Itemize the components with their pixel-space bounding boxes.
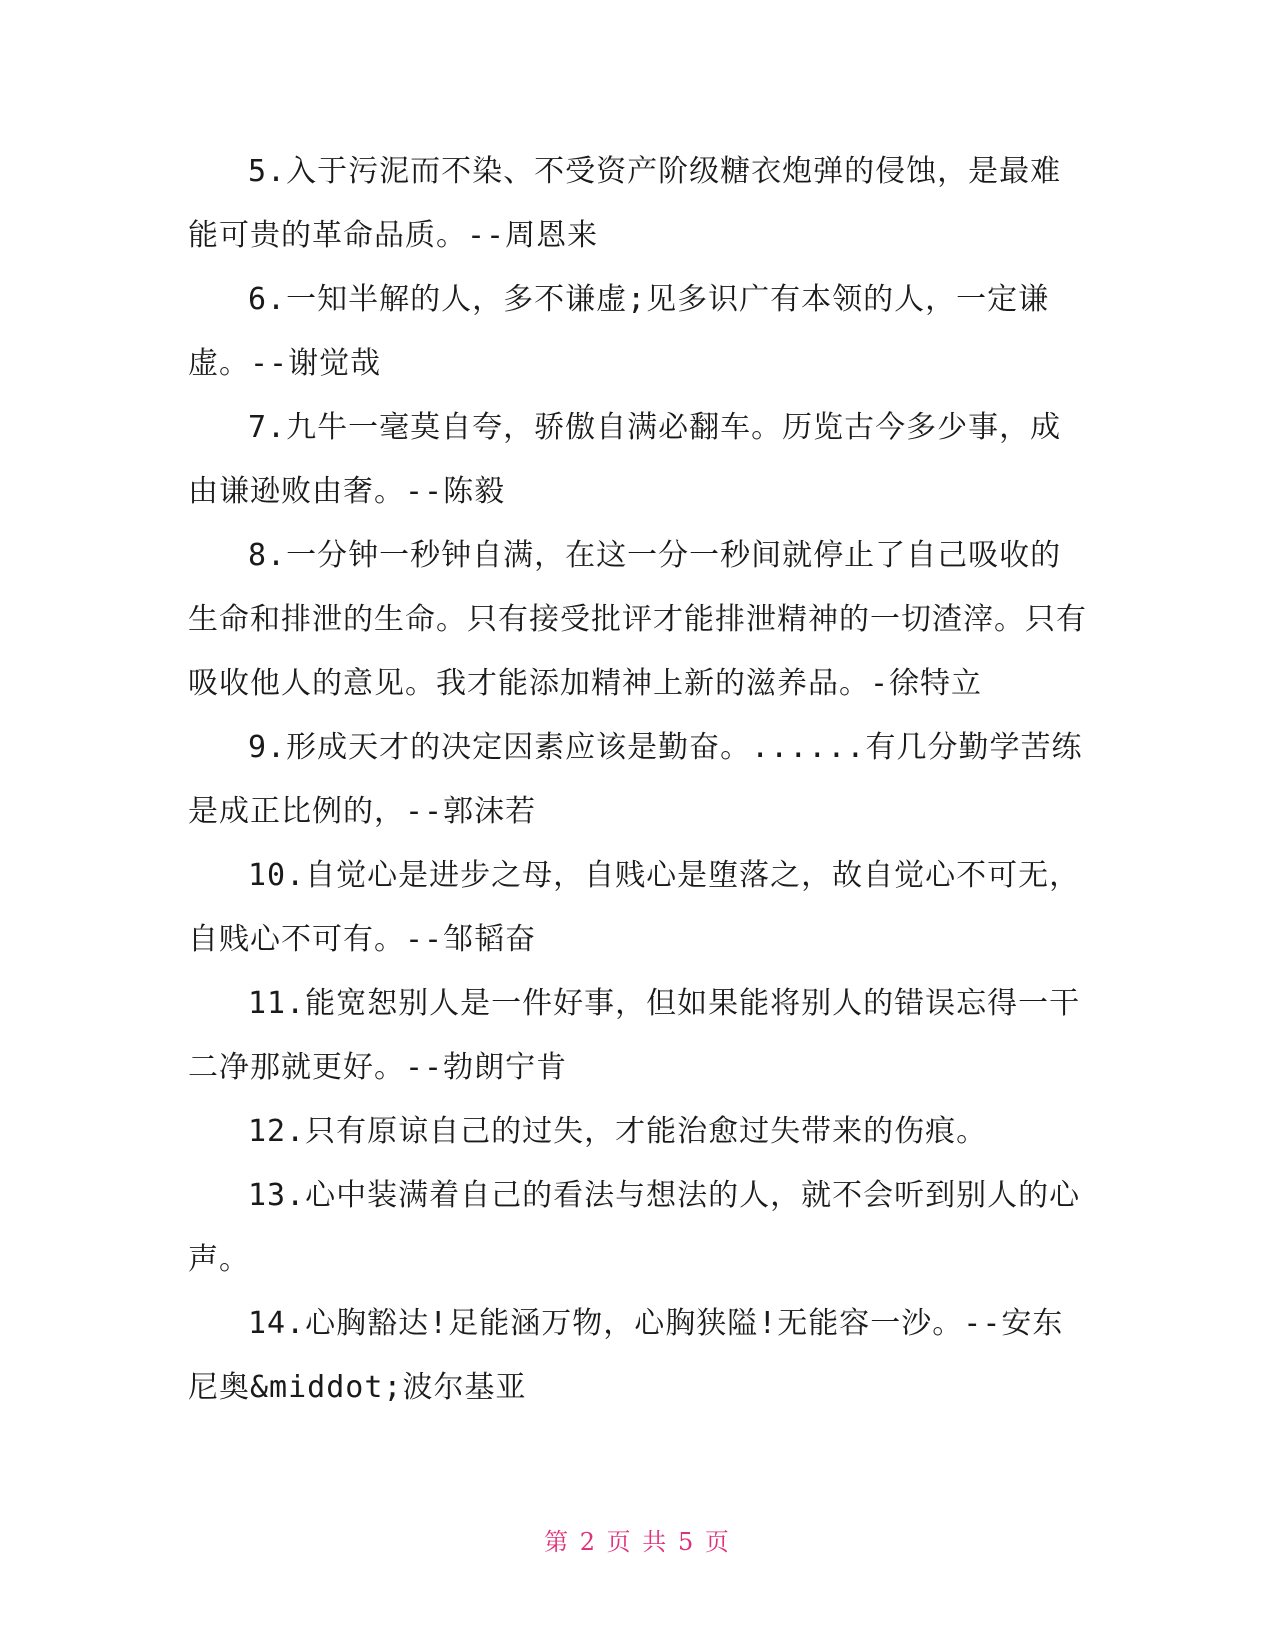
quote-11: 11.能宽恕别人是一件好事，但如果能将别人的错误忘得一干二净那就更好。--勃朗宁肯 xyxy=(188,986,1081,1085)
quote-13: 13.心中装满着自己的看法与想法的人，就不会听到别人的心声。 xyxy=(188,1178,1081,1277)
quote-6: 6.一知半解的人，多不谦虚;见多识广有本领的人，一定谦虚。--谢觉哉 xyxy=(188,282,1050,381)
quote-8: 8.一分钟一秒钟自满，在这一分一秒间就停止了自己吸收的生命和排泄的生命。只有接受批评才能排泄精神的一切渣滓。只有吸收他人的意见。我才能添加精神上新的滋养品。-徐特立 xyxy=(188,538,1087,701)
page-number-footer: 第 2 页 共 5 页 xyxy=(544,1528,731,1556)
quote-14: 14.心胸豁达!足能涵万物，心胸狭隘!无能容一沙。--安东尼奥&middot;波尔基亚 xyxy=(188,1306,1064,1405)
quote-9: 9.形成天才的决定因素应该是勤奋。......有几分勤学苦练是成正比例的，--郭沫若 xyxy=(188,730,1083,829)
quote-12: 12.只有原谅自己的过失，才能治愈过失带来的伤痕。 xyxy=(248,1114,988,1149)
quote-7: 7.九牛一毫莫自夸，骄傲自满必翻车。历览古今多少事，成由谦逊败由奢。--陈毅 xyxy=(188,410,1062,509)
quote-10: 10.自觉心是进步之母，自贱心是堕落之，故自觉心不可无，自贱心不可有。--邹韬奋 xyxy=(188,858,1081,957)
quote-5: 5.入于污泥而不染、不受资产阶级糖衣炮弹的侵蚀，是最难能可贵的革命品质。--周恩来 xyxy=(188,154,1062,253)
quote-list xyxy=(188,140,1088,1420)
